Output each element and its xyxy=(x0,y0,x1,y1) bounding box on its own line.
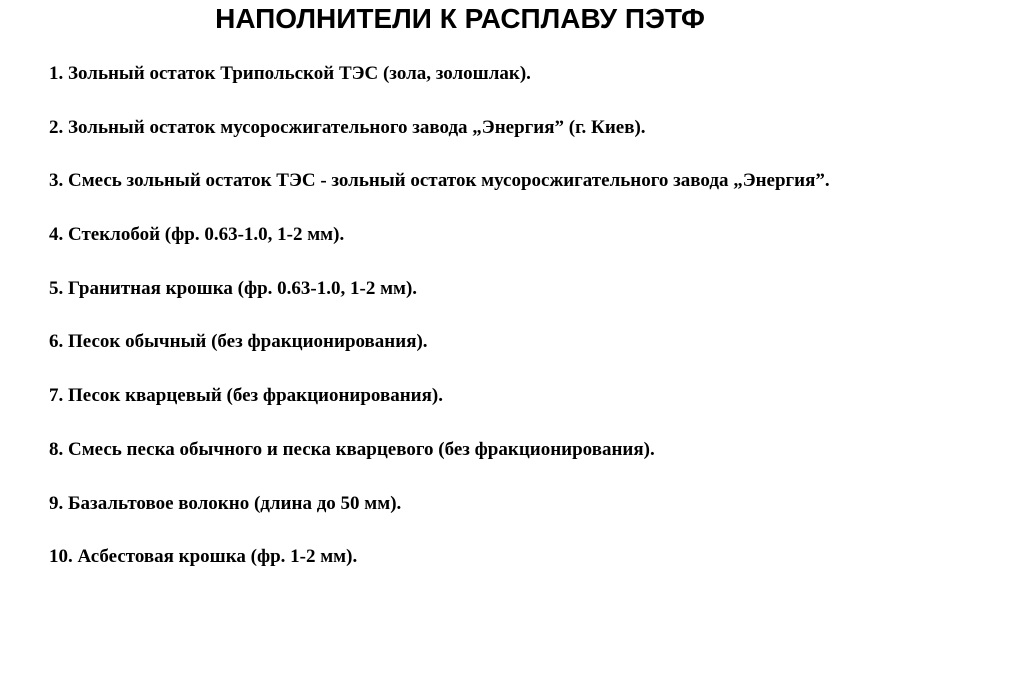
list-item: 10. Асбестовая крошка (фр. 1-2 мм). xyxy=(49,546,358,568)
list-item: 7. Песок кварцевый (без фракционирования). xyxy=(49,385,443,407)
list-item: 2. Зольный остаток мусоросжигательного завода „Энергия” (г. Киев). xyxy=(49,116,646,138)
list-item: 1. Зольный остаток Трипольской ТЭС (зола, золошлак). xyxy=(49,63,531,84)
page-title: НАПОЛНИТЕЛИ К РАСПЛАВУ ПЭТФ xyxy=(215,3,705,34)
list-item: 3. Смесь зольный остаток ТЭС - зольный остаток мусоросжигательного завода „Энергия”. xyxy=(49,170,830,192)
filler-list xyxy=(49,60,830,597)
list-item: 4. Стеклобой (фр. 0.63-1.0, 1-2 мм). xyxy=(49,224,345,246)
list-item: 6. Песок обычный (без фракционирования). xyxy=(49,331,428,353)
list-item: 9. Базальтовое волокно (длина до 50 мм). xyxy=(49,492,402,514)
list-item: 8. Смесь песка обычного и песка кварцевого (без фракционирования). xyxy=(49,438,655,460)
list-item: 5. Гранитная крошка (фр. 0.63-1.0, 1-2 мм). xyxy=(49,277,418,299)
